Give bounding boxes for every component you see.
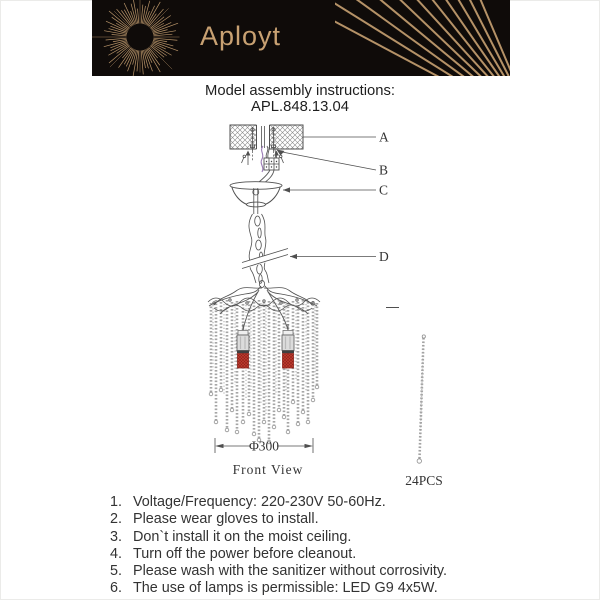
- canopy: [230, 182, 282, 214]
- chain-break-icon: [242, 249, 288, 269]
- instruction-item: [96, 563, 600, 580]
- instruction-number: 6.: [109, 580, 122, 597]
- instruction-item: [96, 511, 600, 528]
- instructions-list: [0, 494, 600, 598]
- spare-strand: [417, 335, 425, 463]
- dimension-label: Φ300: [248, 438, 280, 454]
- instruction-number: 1.: [109, 494, 122, 510]
- instruction-number: 2.: [109, 511, 122, 528]
- label-d: D: [379, 249, 389, 264]
- instruction-text: Voltage/Frequency: 220-230V 50-60Hz.: [133, 494, 386, 510]
- crystal-strands: [209, 300, 319, 444]
- instruction-item: [96, 580, 600, 597]
- label-b: B: [379, 162, 389, 178]
- model-number: APL.848.13.04: [251, 98, 349, 115]
- page-title: Model assembly instructions:: [205, 83, 395, 99]
- instruction-text: Don`t install it on the moist ceiling.: [133, 528, 352, 545]
- instruction-number: 3.: [109, 528, 122, 545]
- dimension-line: [215, 438, 313, 454]
- terminal-block: [258, 147, 279, 183]
- instruction-item: [96, 546, 600, 563]
- instruction-text: The use of lamps is permissible: LED G9 4x5W.: [133, 580, 438, 597]
- instruction-text: Please wear gloves to install.: [133, 511, 319, 528]
- parts-count-label: 24PCS: [405, 473, 443, 488]
- leader-b: [280, 152, 377, 171]
- label-c: C: [379, 182, 389, 198]
- instruction-number: 5.: [109, 563, 122, 580]
- chain: [242, 214, 288, 283]
- instruction-item: [96, 529, 600, 546]
- instruction-text: Please wash with the sanitizer without corrosivity.: [133, 563, 448, 580]
- label-a: A: [379, 129, 389, 145]
- instruction-item: [96, 494, 600, 511]
- instruction-number: 4.: [109, 545, 122, 562]
- ceiling-block: [230, 124, 303, 150]
- brand-name: Aployt: [200, 21, 282, 51]
- view-caption: Front View: [232, 462, 304, 477]
- instruction-text: Turn off the power before cleanout.: [133, 545, 357, 562]
- leader-lines: [277, 130, 390, 265]
